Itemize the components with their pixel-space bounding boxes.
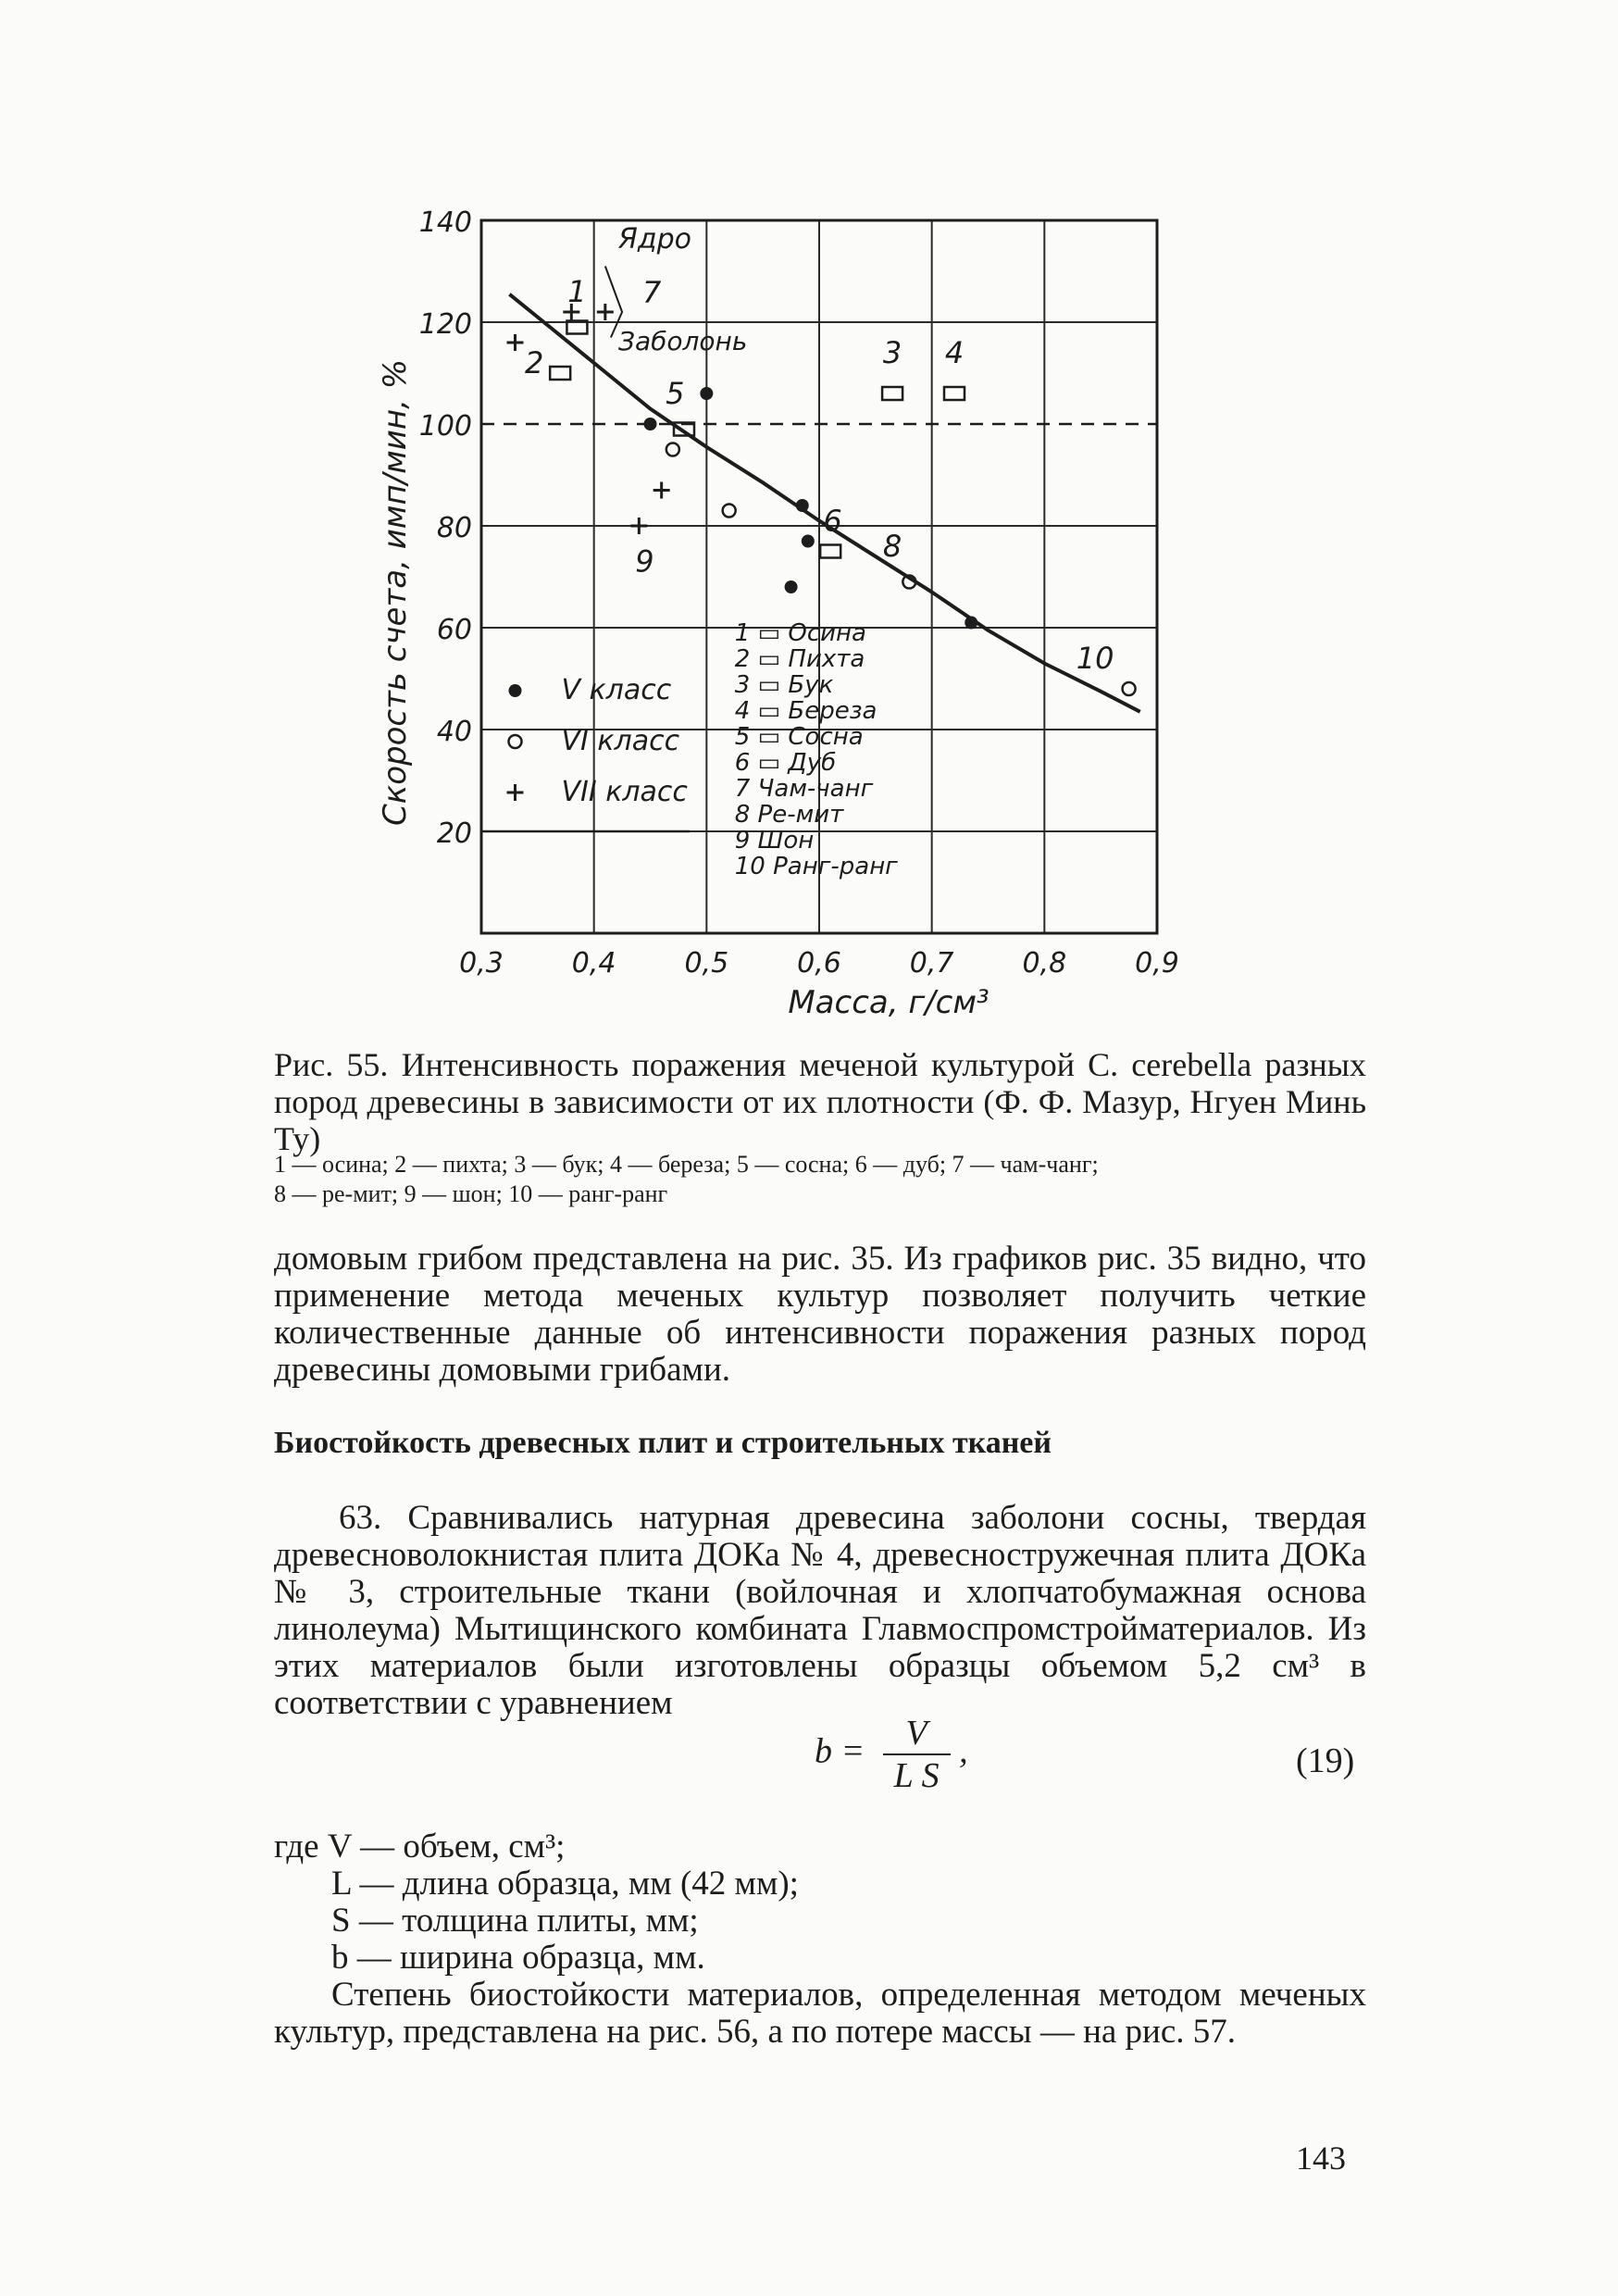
point-label: 5	[666, 376, 685, 411]
species-markers	[550, 321, 965, 558]
page-number: 143	[1296, 2140, 1346, 2177]
formula-denominator: L S	[893, 1756, 940, 1795]
point-label: 9	[635, 543, 654, 580]
formula-19	[815, 1713, 968, 1796]
x-tick-label: 0,4	[571, 947, 616, 980]
annotation-label: Ядро	[618, 223, 691, 256]
legend-species-label: 9 Шон	[734, 826, 815, 855]
legend-species-label: 8 Ре-мит	[734, 800, 844, 829]
x-tick-labels	[459, 947, 1179, 980]
equation-number: (19)	[1296, 1741, 1355, 1780]
paragraph-2: 63. Сравнивались натурная древесина заболони сосны, твердая древесноволокнистая плита ДОКа № 4, древесностружечная плита ДОКа № 3, строительные ткани (войлочная и хлопчатобумажная основа линолеума) Мытищинского комбината Главмоспромстройматериалов. Из этих материалов были изготовлены образцы объемом 5,2 см³ в соответствии с уравнением	[274, 1499, 1366, 1722]
legend-class-label: V класс	[561, 674, 672, 706]
x-tick-label: 0,9	[1135, 947, 1179, 980]
legend-species-label: 10 Ранг-ранг	[734, 852, 898, 880]
scatter-chart	[370, 204, 1296, 1037]
point-label: 10	[1076, 641, 1114, 676]
data-point	[965, 617, 977, 630]
annotations	[605, 223, 748, 356]
data-point	[653, 482, 670, 499]
x-tick-label: 0,8	[1022, 947, 1067, 980]
species-marker	[944, 387, 965, 400]
species-marker	[882, 387, 902, 400]
legend-class-label: VI класс	[561, 725, 680, 757]
paragraph-3: Степень биостойкости материалов, определенная методом меченых культур, представлена на рис. 56, а по потере массы — на рис. 57.	[274, 1976, 1366, 2051]
x-tick-label: 0,7	[909, 947, 954, 980]
data-point	[796, 499, 809, 512]
y-tick-label: 40	[436, 716, 472, 748]
x-tick-label: 0,6	[797, 947, 841, 980]
paragraph-1: домовым грибом представлена на рис. 35. Из графиков рис. 35 видно, что применение метода меченых культур позволяет получить четкие количественные данные об интенсивности поражения разных пород древесины домовыми грибами.	[274, 1240, 1366, 1389]
legend-class-label: VII класс	[561, 776, 688, 808]
y-axis-label: Скорость счета, имп/мин, %	[377, 358, 414, 827]
x-tick-label: 0,3	[459, 947, 504, 980]
data-point	[507, 334, 524, 351]
formula-fraction	[883, 1713, 951, 1796]
data-point	[723, 505, 736, 518]
data-point	[700, 387, 713, 400]
species-marker	[820, 545, 840, 558]
legend-species-label: 3 ▭ Бук	[734, 670, 834, 699]
point-label: 2	[525, 345, 544, 381]
formula-numerator: V	[883, 1713, 951, 1755]
legend-marker	[509, 735, 522, 748]
section-heading: Биостойкость древесных плит и строительных тканей	[274, 1426, 1052, 1460]
variable-definitions	[274, 1828, 799, 1977]
point-label: 6	[823, 503, 842, 539]
data-point	[644, 418, 657, 430]
point-label: 8	[882, 529, 902, 564]
point-label: 3	[882, 335, 902, 370]
legend-species-label: 7 Чам-чанг	[734, 774, 874, 803]
point-label: 4	[944, 335, 965, 370]
formula-comma: ,	[959, 1731, 968, 1771]
definition-v: где V — объем, см³;	[274, 1828, 566, 1866]
y-tick-label: 140	[418, 206, 472, 239]
data-point	[785, 580, 798, 593]
annotation-label: Заболонь	[618, 326, 748, 356]
legend-species-label: 5 ▭ Сосна	[734, 722, 864, 751]
definition-s: S — толщина плиты, мм;	[331, 1902, 699, 1940]
definition-b: b — ширина образца, мм.	[331, 1939, 705, 1977]
y-tick-label: 80	[436, 512, 472, 544]
x-axis-label: Масса, г/см³	[788, 984, 989, 1021]
x-tick-label: 0,5	[684, 947, 729, 980]
legend-classes	[481, 674, 690, 831]
legend-species	[735, 619, 898, 880]
legend-species-label: 6 ▭ Дуб	[734, 748, 837, 777]
data-point	[666, 443, 679, 456]
legend-marker	[509, 684, 522, 697]
legend-species-label: 1 ▭ Осина	[734, 618, 866, 647]
y-tick-label: 20	[436, 817, 472, 850]
species-marker	[550, 367, 570, 380]
data-point	[597, 304, 614, 320]
legend-marker	[507, 784, 524, 801]
y-tick-label: 120	[418, 308, 472, 341]
formula-lhs: b =	[815, 1731, 865, 1771]
data-point	[630, 518, 647, 534]
data-point	[802, 535, 815, 548]
y-tick-label: 60	[436, 614, 472, 646]
caption-legend-line-2: 8 — ре-мит; 9 — шон; 10 — ранг-ранг	[274, 1180, 668, 1207]
y-tick-label: 100	[418, 410, 472, 443]
y-tick-labels	[419, 206, 472, 850]
point-label: 1	[567, 274, 587, 309]
legend-species-label: 4 ▭ Береза	[734, 696, 877, 725]
definition-l: L — длина образца, мм (42 мм);	[331, 1865, 799, 1903]
annotation-label: 7	[642, 275, 662, 310]
legend-species-label: 2 ▭ Пихта	[734, 644, 865, 673]
caption-legend-line-1: 1 — осина; 2 — пихта; 3 — бук; 4 — береза; 5 — сосна; 6 — дуб; 7 — чам-чанг;	[274, 1151, 1099, 1178]
figure-caption: Рис. 55. Интенсивность поражения меченой культурой С. cerebella разных пород древесины в зависимости от их плотности (Ф. Ф. Мазур, Нгуен Минь Ту)	[274, 1046, 1366, 1157]
data-point	[1123, 682, 1136, 695]
